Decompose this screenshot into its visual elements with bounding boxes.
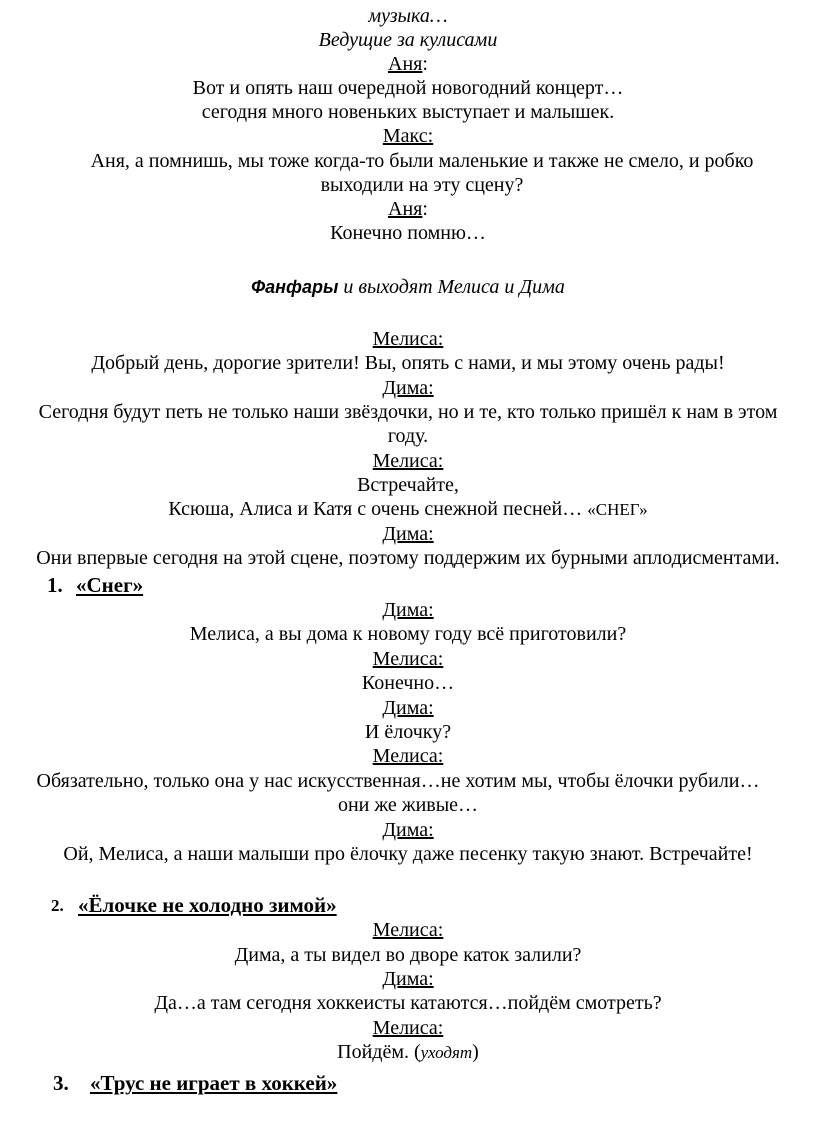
dialogue-text: выходили на эту сцену? [320,174,524,196]
dialogue-text: Конечно… [361,672,455,694]
dialogue-text: Встречайте, [357,474,459,496]
dialogue-line [0,149,816,173]
song-title: «Ёлочке не холодно зимой» [78,893,337,917]
dialogue-text: Ксюша, Алиса и Катя с очень снежной песней… [168,498,588,520]
song-title: «Снег» [76,573,144,597]
dialogue-text: Добрый день, дорогие зрители! Вы, опять с нами, и мы этому очень рады! [91,352,725,374]
dialogue-line [0,720,816,744]
dialogue-line [0,769,816,793]
speaker-name: Мелиса: [372,328,444,350]
speaker-name: Дима: [382,377,434,399]
dialogue-text: Да…а там сегодня хоккеисты катаются…пойдём смотреть? [154,992,662,1014]
speaker-melisa [0,449,816,473]
dialogue-line [0,546,816,570]
dialogue-text: Вот и опять наш очередной новогодний концерт… [192,77,624,99]
dialogue-text: Конечно помню… [330,222,486,244]
speaker-name: Макс: [382,125,434,147]
speaker-dima [0,967,816,991]
speaker-dima [0,598,816,622]
speaker-melisa [0,918,816,942]
speaker-maks [0,124,816,148]
speaker-name: Аня [388,198,423,220]
dialogue-line [0,943,816,967]
dialogue-line [0,351,816,375]
speaker-name: Дима: [382,523,434,545]
dialogue-text: Ой, Мелиса, а наши малыши про ёлочку даже песенку такую знают. Встречайте! [63,843,753,865]
speaker-name: Дима: [382,968,434,990]
stage-direction-text: и выходят Мелиса и Дима [338,276,565,298]
dialogue-line [0,793,816,817]
song-number: 3. [53,1071,69,1095]
speaker-colon: : [422,198,428,220]
dialogue-line [0,221,816,245]
speaker-name: Дима: [382,819,434,841]
speaker-melisa [0,647,816,671]
speaker-dima [0,376,816,400]
dialogue-text: Обязательно, только она у нас искусственная…не хотим мы, чтобы ёлочки рубили… [36,770,760,792]
dialogue-line [0,991,816,1015]
dialogue-line [0,1040,816,1065]
dialogue-line [0,473,816,497]
dialogue-line [0,76,816,100]
stage-direction-text: уходят [420,1043,473,1062]
dialogue-text: И ёлочку? [364,721,452,743]
stage-direction-text: Ведущие за кулисами [318,29,498,51]
speaker-name: Мелиса: [372,919,444,941]
dialogue-text: году. [387,425,429,447]
speaker-dima [0,696,816,720]
speaker-melisa [0,744,816,768]
speaker-melisa [0,327,816,351]
speaker-name: Мелиса: [372,450,444,472]
dialogue-line [0,424,816,448]
dialogue-line [0,173,816,197]
speaker-anya-2 [0,197,816,221]
speaker-colon: : [422,53,428,75]
song-mention: «СНЕГ» [587,500,648,519]
speaker-name: Дима: [382,599,434,621]
dialogue-text: Сегодня будут петь не только наши звёздочки, но и те, кто только пришёл к нам в этом [38,401,778,423]
speaker-dima [0,818,816,842]
stage-direction-music [0,4,816,28]
song-number: 2. [51,896,64,915]
dialogue-line [0,671,816,695]
song-number: 1. [47,573,63,597]
fanfare-word: Фанфары [251,277,339,297]
speaker-name: Мелиса: [372,1017,444,1039]
dialogue-text: они же живые… [337,794,479,816]
dialogue-text: Мелиса, а вы дома к новому году всё приготовили? [189,623,627,645]
dialogue-text: сегодня много новеньких выступает и малышек. [201,101,615,123]
speaker-dima [0,522,816,546]
dialogue-line [0,100,816,124]
stage-direction-text: музыка… [368,5,448,27]
speaker-name: Мелиса: [372,745,444,767]
speaker-anya-1 [0,52,816,76]
speaker-name: Аня [388,53,423,75]
speaker-melisa [0,1016,816,1040]
speaker-name: Мелиса: [372,648,444,670]
stage-direction-fanfare [0,275,816,299]
dialogue-line [0,497,816,522]
speaker-name: Дима: [382,697,434,719]
dialogue-text: Дима, а ты видел во дворе каток залили? [234,944,582,966]
dialogue-text: Пойдём. ( [337,1041,421,1063]
dialogue-text: Аня, а помнишь, мы тоже когда-то были маленькие и также не смело, и робко [90,150,754,172]
dialogue-text: ) [472,1041,479,1063]
dialogue-text: Они впервые сегодня на этой сцене, поэтому поддержим их бурными аплодисментами. [36,547,780,569]
dialogue-line [0,400,816,424]
song-title: «Трус не играет в хоккей» [90,1071,338,1095]
dialogue-line [0,622,816,646]
dialogue-line [0,842,816,866]
stage-direction-hosts [0,28,816,52]
